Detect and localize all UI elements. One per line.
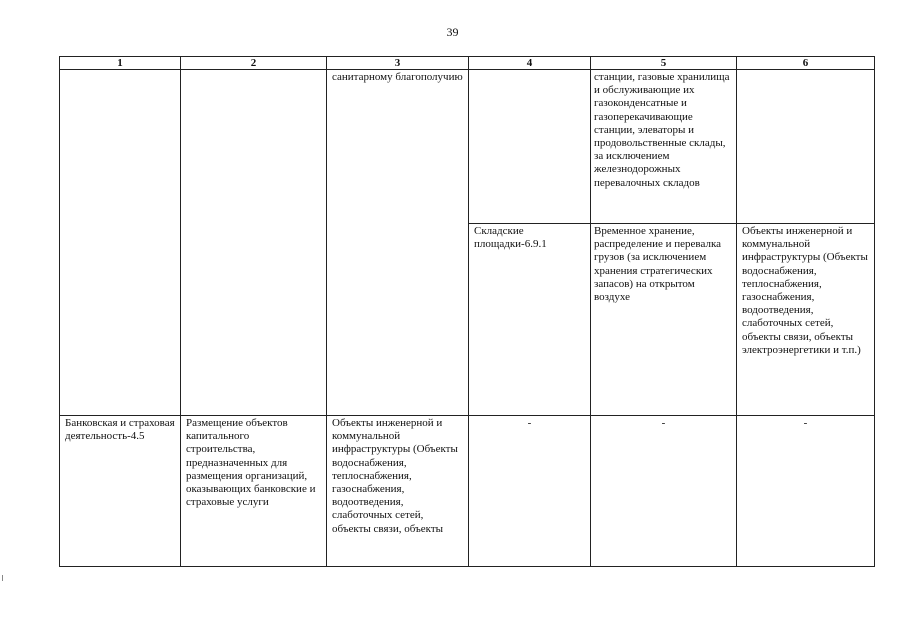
- column-header-3: 3: [327, 57, 469, 70]
- column-header-2: 2: [181, 57, 327, 70]
- table-cell: санитарному благополучию: [327, 70, 469, 416]
- column-header-5: 5: [591, 57, 737, 70]
- table-row: [60, 416, 875, 567]
- column-header-6: 6: [737, 57, 875, 70]
- page-number: 39: [446, 25, 459, 39]
- table-cell: станции, газовые хранилища и обслуживающие их газоконденсатные и газоперекачивающие станции, элеваторы и продовольственные склады, за исключением железнодорожных перевалочных складов: [591, 70, 737, 224]
- table-cell: Размещение объектов капитального строительства, предназначенных для размещения организаций, оказывающих банковские и страховые услуги: [181, 416, 327, 567]
- table-cell: [181, 70, 327, 416]
- table-cell: Банковская и страховая деятельность-4.5: [60, 416, 181, 567]
- table-cell: -: [591, 416, 737, 567]
- table-cell: Временное хранение, распределение и перевалка грузов (за исключением хранения стратегических запасов) на открытом воздухе: [591, 224, 737, 416]
- column-header-1: 1: [60, 57, 181, 70]
- table-cell: Объекты инженерной и коммунальной инфраструктуры (Объекты водоснабжения, теплоснабжения, газоснабжения, водоотведения, слаботочных сетей, объекты связи, объекты электроэнергетики и т.п.): [737, 224, 875, 416]
- table-cell: -: [469, 416, 591, 567]
- land-use-table: [59, 56, 875, 567]
- table-cell: [737, 70, 875, 224]
- header-row: [60, 57, 875, 70]
- scan-margin-mark: [2, 575, 5, 581]
- table-cell: Складские площадки-6.9.1: [469, 224, 591, 416]
- column-header-4: 4: [469, 57, 591, 70]
- table-cell: [60, 70, 181, 416]
- table-row: [60, 70, 875, 224]
- table-cell: -: [737, 416, 875, 567]
- table-cell: [469, 70, 591, 224]
- table-cell: Объекты инженерной и коммунальной инфраструктуры (Объекты водоснабжения, теплоснабжения, газоснабжения, водоотведения, слаботочных сетей, объекты связи, объекты: [327, 416, 469, 567]
